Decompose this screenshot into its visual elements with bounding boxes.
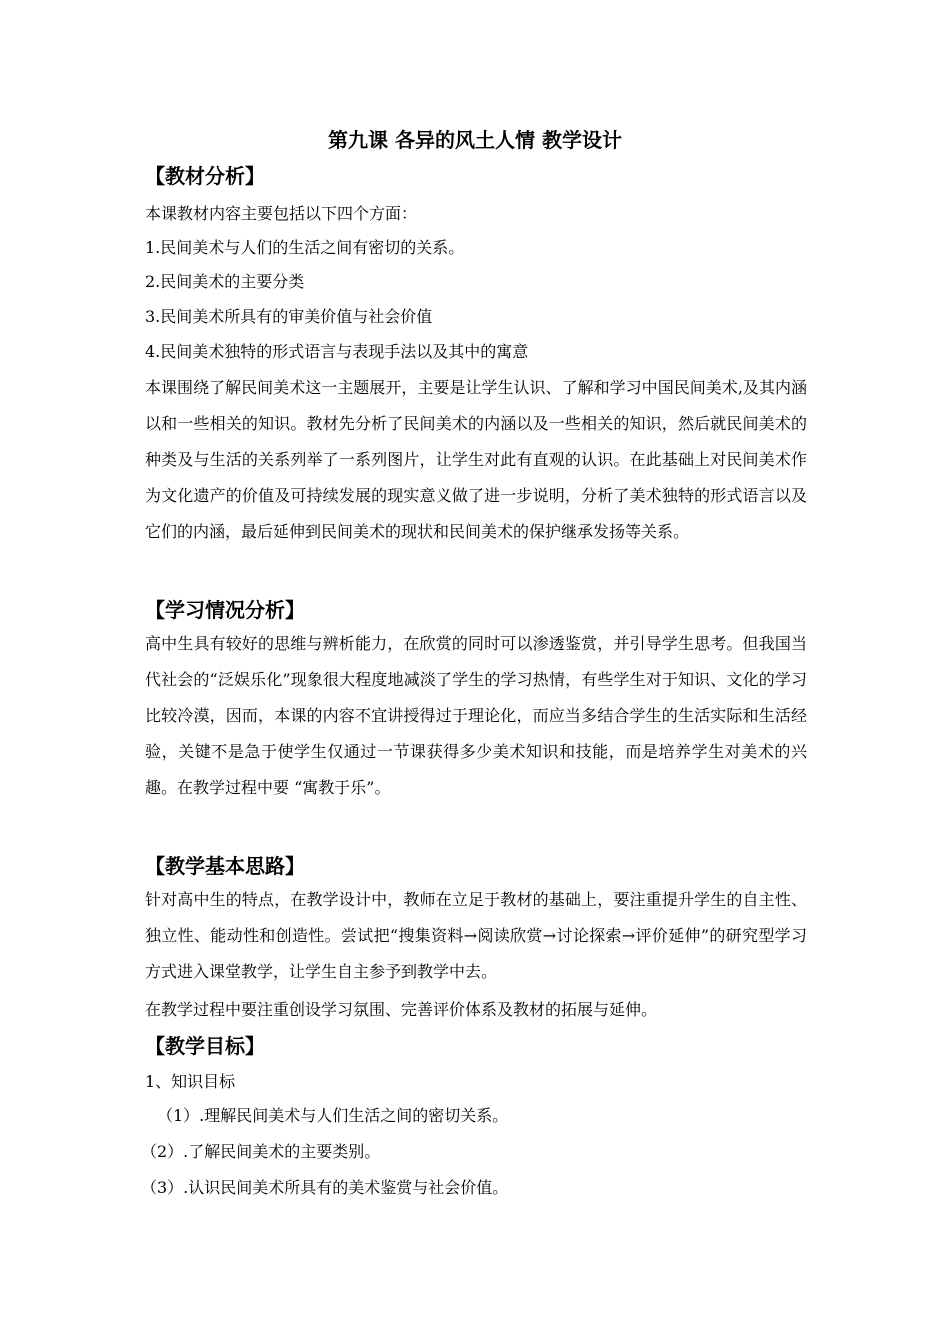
textbook-paragraph: 本课围绕了解民间美术这一主题展开，主要是让学生认识、了解和学习中国民间美术,及其内涵以和一些相关的知识。教材先分析了民间美术的内涵以及一些相关的知识，然后就民间美术的种类及与生活的关系列举了一系列图片，让学生对此有直观的认识。在此基础上对民间美术作为文化遗产的价值及可持续发展的现实意义做了进一步说明，分析了美术独特的形式语言以及它们的内涵，最后延伸到民间美术的现状和民间美术的保护继承发扬等关系。	[145, 378, 807, 541]
list-item: （2）.了解民间美术的主要类别。	[141, 1142, 381, 1161]
textbook-intro: 本课教材内容主要包括以下四个方面：	[145, 204, 418, 223]
list-item: 4.民间美术独特的形式语言与表现手法以及其中的寓意	[145, 342, 529, 361]
heading-teaching-goals: 【教学目标】	[145, 1034, 265, 1058]
list-item: 3.民间美术所具有的审美价值与社会价值	[145, 307, 433, 326]
list-item: 2.民间美术的主要分类	[145, 272, 305, 291]
page-title: 第九课 各异的风土人情 教学设计	[328, 128, 622, 152]
learning-paragraph: 高中生具有较好的思维与辨析能力，在欣赏的同时可以渗透鉴赏，并引导学生思考。但我国当代社会的“泛娱乐化”现象很大程度地减淡了学生的学习热情，有些学生对于知识、文化的学习比较冷漠，因而，本课的内容不宜讲授得过于理论化，而应当多结合学生的生活实际和生活经验，关键不是急于使学生仅通过一节课获得多少美术知识和技能，而是培养学生对美术的兴趣。在教学过程中要 “寓教于乐”。	[145, 634, 807, 797]
list-item: （3）.认识民间美术所具有的美术鉴赏与社会价值。	[141, 1178, 509, 1197]
approach-paragraph: 针对高中生的特点，在教学设计中，教师在立足于教材的基础上，要注重提升学生的自主性、独立性、能动性和创造性。尝试把“搜集资料→阅读欣赏→讨论探索→评价延伸”的研究型学习方式进入课堂教学，让学生自主参予到教学中去。	[145, 890, 807, 981]
list-item: （1）.理解民间美术与人们生活之间的密切关系。	[157, 1106, 509, 1125]
heading-teaching-approach: 【教学基本思路】	[145, 854, 305, 878]
heading-learning-analysis: 【学习情况分析】	[145, 598, 305, 622]
heading-textbook-analysis: 【教材分析】	[145, 164, 265, 188]
list-item: 1.民间美术与人们的生活之间有密切的关系。	[145, 238, 465, 257]
approach-paragraph-2: 在教学过程中要注重创设学习氛围、完善评价体系及教材的拓展与延伸。	[145, 1000, 658, 1019]
goals-subheading: 1、知识目标	[145, 1072, 236, 1091]
